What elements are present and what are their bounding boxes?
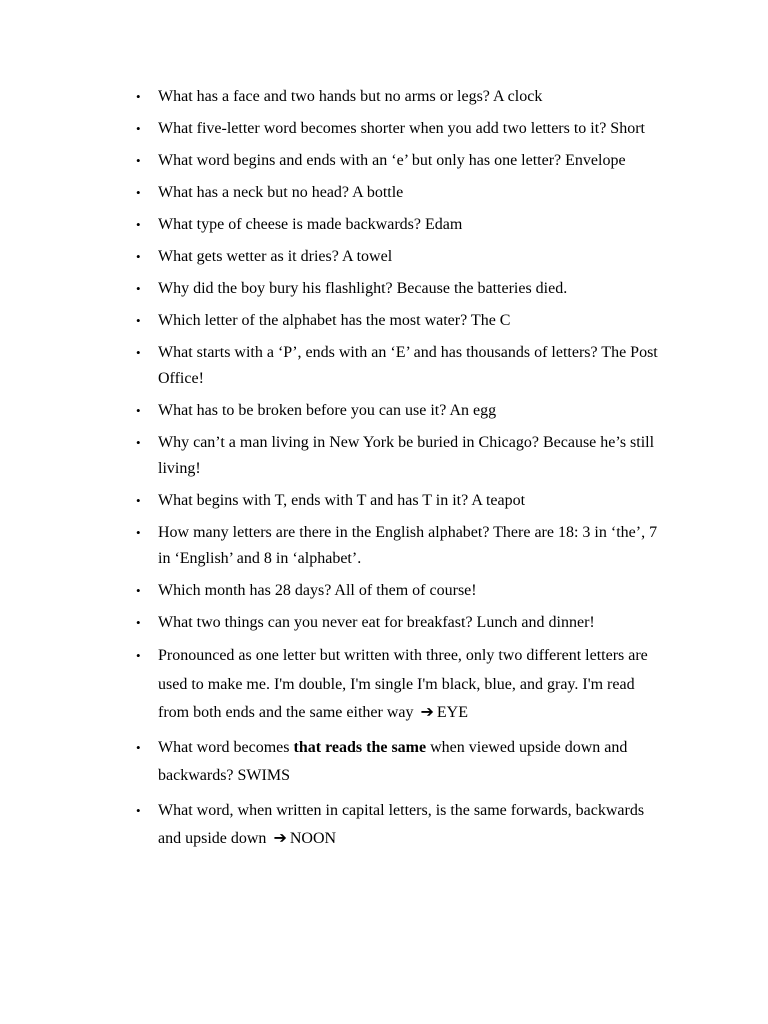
riddle-text: Why can’t a man living in New York be buried in Chicago? Because he’s still living!	[158, 434, 655, 477]
riddle-list	[136, 84, 668, 854]
riddle-item	[136, 244, 668, 270]
bullet-icon: •	[136, 313, 141, 328]
riddle-item	[136, 734, 668, 791]
bullet-icon: •	[136, 153, 141, 168]
bullet-icon: •	[136, 525, 141, 540]
riddle-item	[136, 212, 668, 238]
riddle-item	[136, 84, 668, 110]
riddle-item	[136, 578, 668, 604]
bullet-icon: •	[136, 249, 141, 264]
bullet-icon: •	[136, 89, 141, 104]
bullet-icon: •	[136, 648, 141, 663]
bullet-icon: •	[136, 435, 141, 450]
riddle-text: What has a neck but no head? A bottle	[158, 184, 404, 201]
riddle-text-before: What word becomes	[158, 738, 294, 756]
riddle-text: Which letter of the alphabet has the most water? The C	[158, 312, 511, 329]
bullet-icon: •	[136, 217, 141, 232]
riddle-text-after: when viewed upside down and backwards? SWIMS	[158, 738, 628, 784]
bullet-icon: •	[136, 493, 141, 508]
riddle-item	[136, 520, 668, 572]
riddle-text: What has to be broken before you can use it? An egg	[158, 402, 497, 419]
riddle-item	[136, 642, 668, 728]
bullet-icon: •	[136, 615, 141, 630]
riddle-answer: NOON	[289, 830, 337, 847]
riddle-question: Pronounced as one letter but written with three, only two different letters are used to make me. I'm double, I'm single I'm black, blue, and gray. I'm read from both ends and the same either way	[158, 647, 648, 721]
riddle-item	[136, 180, 668, 206]
riddle-item	[136, 148, 668, 174]
riddle-text: What begins with T, ends with T and has T in it? A teapot	[158, 492, 526, 509]
riddle-text: What word begins and ends with an ‘e’ but only has one letter? Envelope	[158, 152, 626, 169]
riddle-item	[136, 610, 668, 636]
bullet-icon: •	[136, 281, 141, 296]
riddle-text-bold: that reads the same	[293, 738, 427, 756]
riddle-text: Why did the boy bury his flashlight? Because the batteries died.	[158, 280, 568, 297]
riddle-item	[136, 116, 668, 142]
bullet-icon: •	[136, 802, 141, 818]
riddle-item	[136, 340, 668, 392]
bullet-icon: •	[136, 185, 141, 200]
riddle-item	[136, 430, 668, 482]
riddle-text: What gets wetter as it dries? A towel	[158, 248, 393, 265]
riddle-item	[136, 276, 668, 302]
riddle-text: Which month has 28 days? All of them of course!	[158, 582, 477, 599]
arrow-right-icon: ➔	[273, 830, 287, 847]
riddle-question: What word, when written in capital letters, is the same forwards, backwards and upside down	[158, 801, 645, 847]
bullet-icon: •	[136, 403, 141, 418]
riddle-item	[136, 488, 668, 514]
bullet-icon: •	[136, 583, 141, 598]
bullet-icon: •	[136, 345, 141, 360]
bullet-icon: •	[136, 121, 141, 136]
riddle-answer: EYE	[436, 704, 468, 721]
riddle-text: How many letters are there in the English alphabet? There are 18: 3 in ‘the’, 7 in ‘English’ and 8 in ‘alphabet’.	[158, 524, 658, 567]
riddle-text: What starts with a ‘P’, ends with an ‘E’ and has thousands of letters? The Post Office!	[158, 344, 658, 387]
riddle-text: What has a face and two hands but no arms or legs? A clock	[158, 88, 543, 105]
riddle-text: What two things can you never eat for breakfast? Lunch and dinner!	[158, 614, 595, 631]
riddle-item	[136, 308, 668, 334]
riddle-text: What type of cheese is made backwards? Edam	[158, 216, 463, 233]
riddle-item	[136, 797, 668, 854]
riddle-item	[136, 398, 668, 424]
arrow-right-icon: ➔	[420, 704, 434, 721]
bullet-icon: •	[136, 739, 141, 755]
riddle-text: What five-letter word becomes shorter when you add two letters to it? Short	[158, 120, 645, 137]
